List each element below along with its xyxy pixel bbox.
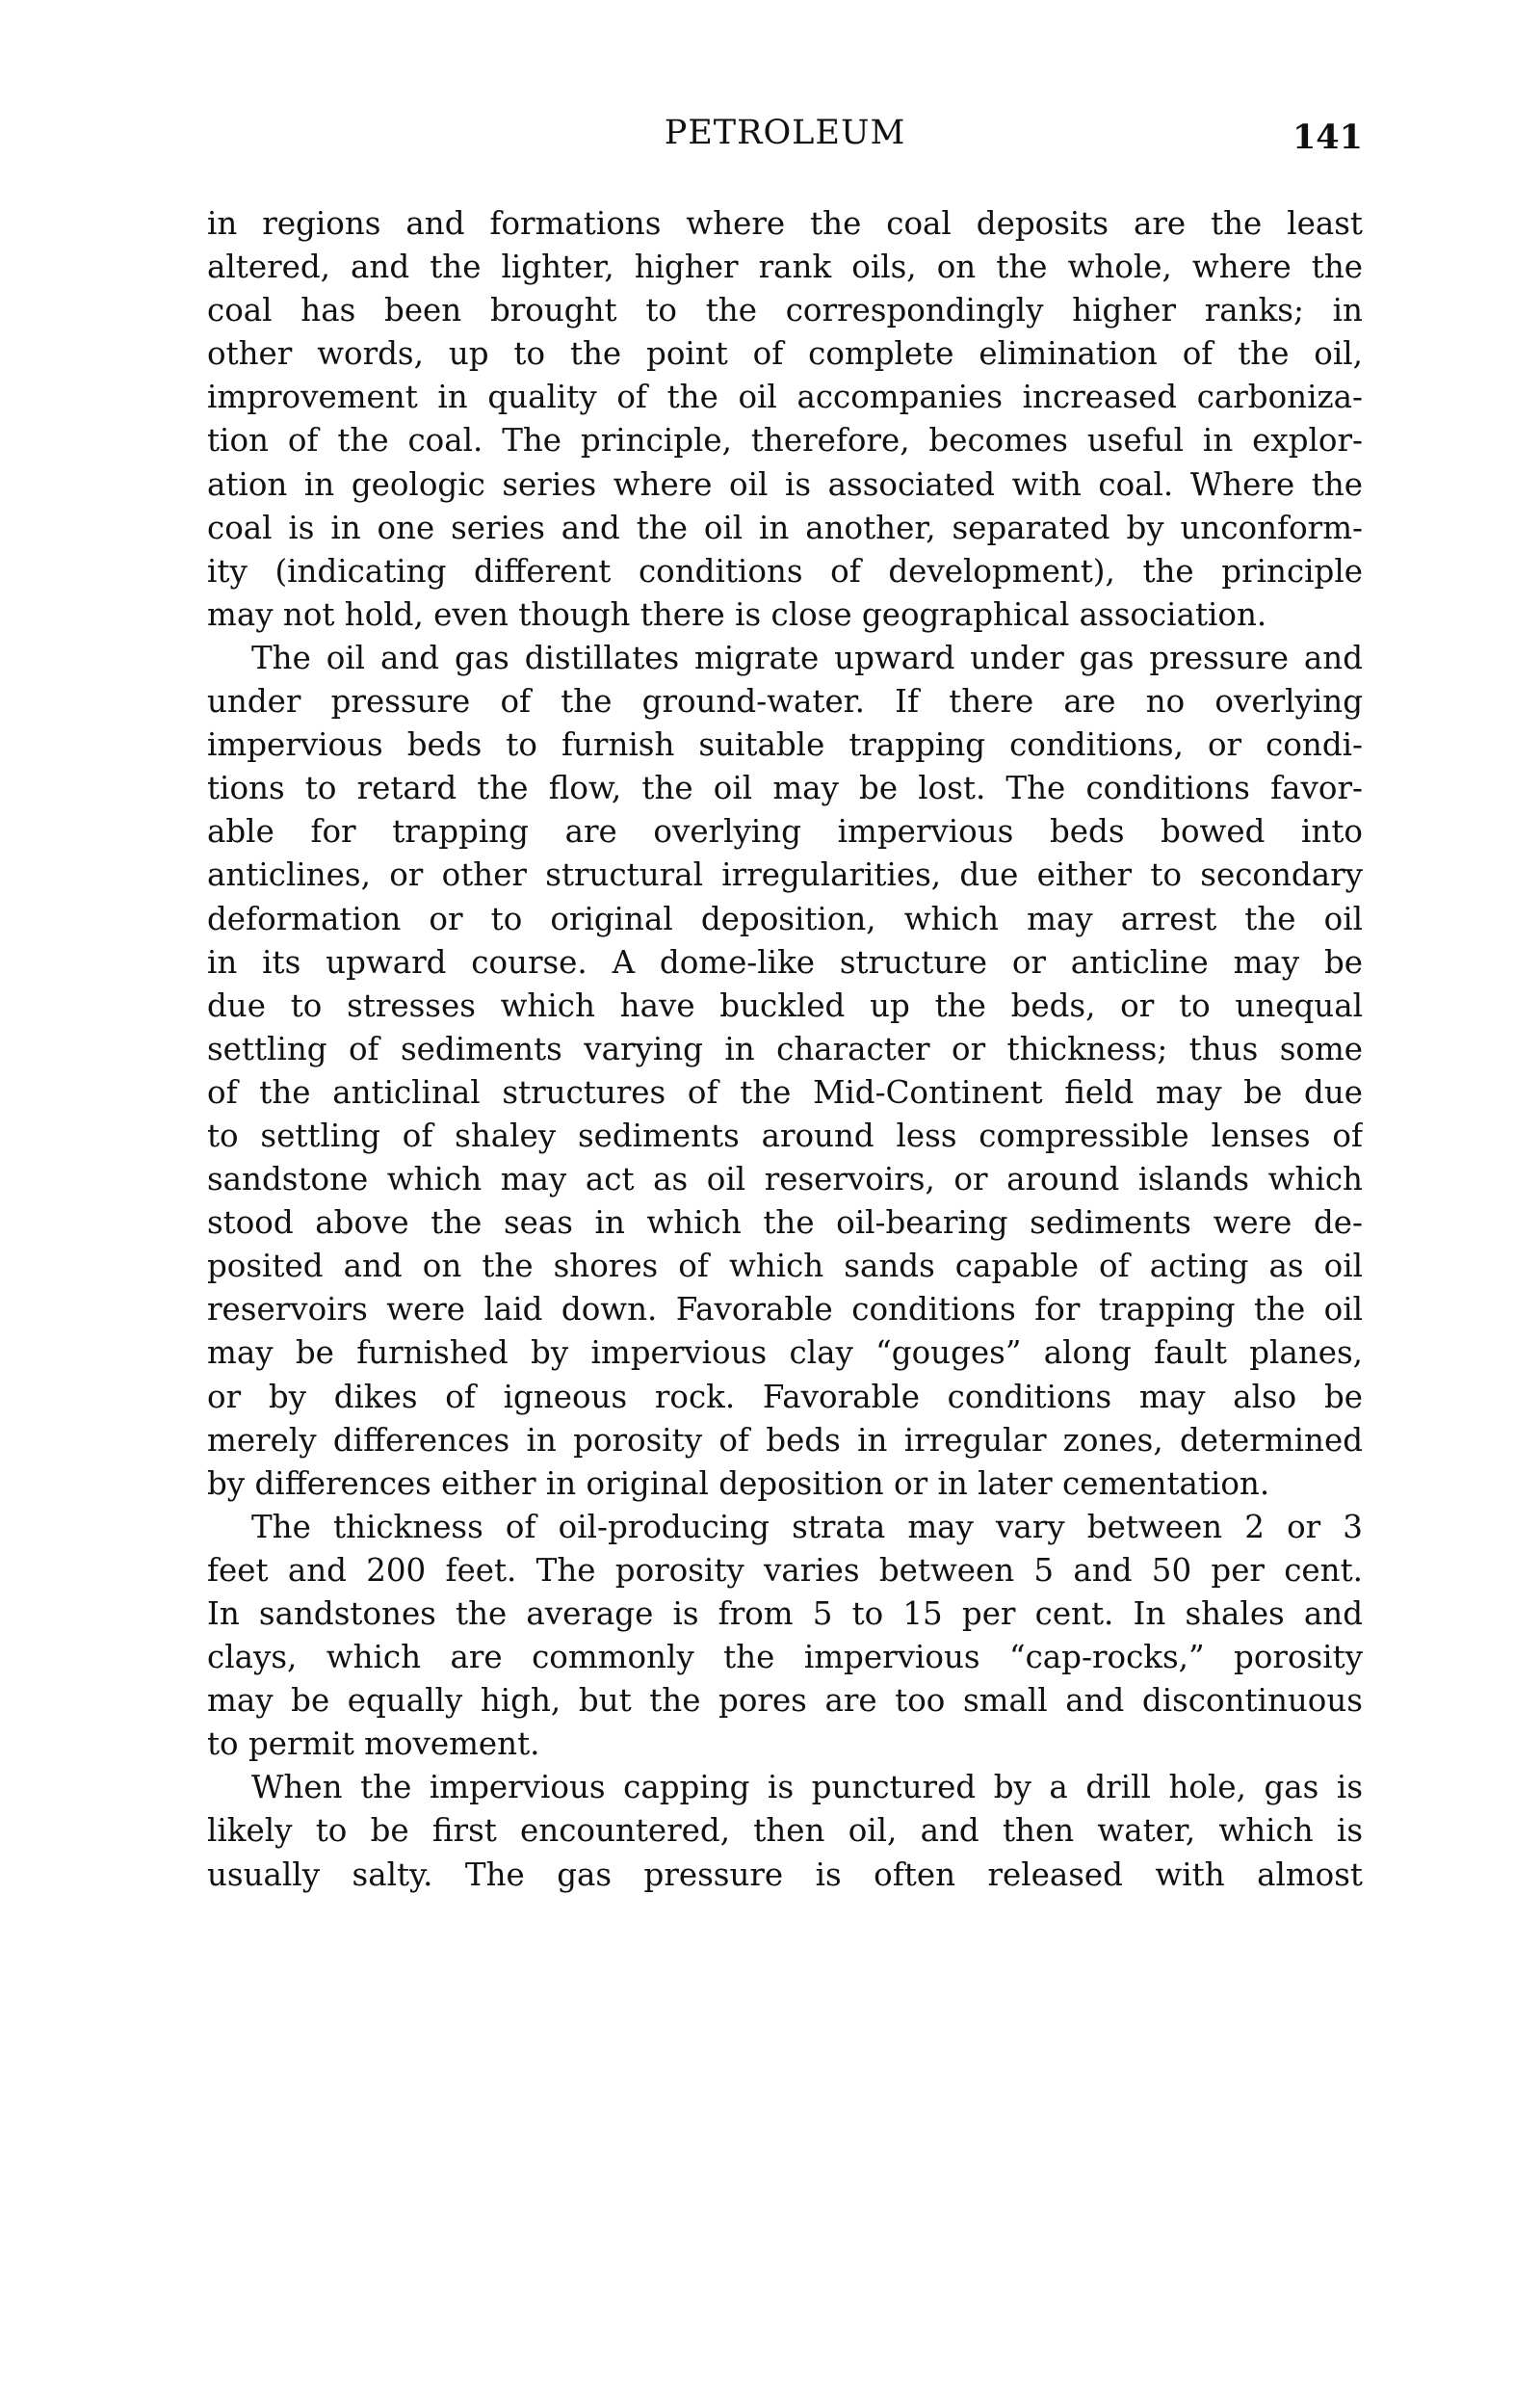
text-line: tions to retard the flow, the oil may be lost. The conditions favor- — [207, 770, 1363, 807]
text-line: posited and on the shores of which sands capable of acting as oil — [207, 1248, 1363, 1285]
text-line: The thickness of oil-producing strata may vary between 2 or 3 — [251, 1508, 1363, 1545]
text-line: due to stresses which have buckled up the beds, or to unequal — [207, 987, 1363, 1024]
text-line: clays, which are commonly the impervious “cap-rocks,” porosity — [207, 1639, 1363, 1676]
text-line: to settling of shaley sediments around less compressible lenses of — [207, 1117, 1363, 1154]
text-line: tion of the coal. The principle, therefore, becomes useful in explor- — [207, 422, 1363, 460]
text-line: coal has been brought to the correspondingly higher ranks; in — [207, 292, 1363, 329]
text-line: in regions and formations where the coal deposits are the least — [207, 205, 1363, 242]
text-line: ation in geologic series where oil is associated with coal. Where the — [207, 465, 1363, 503]
paragraph — [207, 1766, 1363, 1896]
text-line: anticlines, or other structural irregularities, due either to secondary — [207, 856, 1363, 894]
text-line: In sandstones the average is from 5 to 15 per cent. In shales and — [207, 1595, 1363, 1632]
paragraph — [207, 637, 1363, 1506]
text-line: impervious beds to furnish suitable trapping conditions, or condi- — [207, 726, 1363, 764]
text-line: likely to be first encountered, then oil, and then water, which is — [207, 1812, 1363, 1850]
body-text — [207, 202, 1363, 1897]
text-line: ity (indicating different conditions of development), the principle — [207, 552, 1363, 590]
text-line: merely differences in porosity of beds in irregular zones, determined — [207, 1421, 1363, 1459]
text-line: usually salty. The gas pressure is often released with almost — [207, 1855, 1363, 1893]
running-head-title: PETROLEUM — [664, 114, 906, 152]
text-line: able for trapping are overlying impervious beds bowed into — [207, 813, 1363, 851]
text-line: When the impervious capping is punctured by a drill hole, gas is — [251, 1769, 1363, 1806]
text-line: may be furnished by impervious clay “gouges” along fault planes, — [207, 1334, 1363, 1372]
text-line: improvement in quality of the oil accompanies increased carboniza- — [207, 379, 1363, 416]
paragraph — [207, 1506, 1363, 1767]
text-line: or by dikes of igneous rock. Favorable conditions may also be — [207, 1378, 1363, 1415]
text-line: deformation or to original deposition, which may arrest the oil — [207, 900, 1363, 937]
text-line: altered, and the lighter, higher rank oils, on the whole, where the — [207, 249, 1363, 286]
text-line: of the anticlinal structures of the Mid-Continent field may be due — [207, 1073, 1363, 1111]
text-line: by differences either in original deposition or in later cementation. — [207, 1464, 1270, 1502]
text-line: settling of sediments varying in character or thickness; thus some — [207, 1030, 1363, 1067]
text-line: coal is in one series and the oil in another, separated by unconform- — [207, 509, 1363, 546]
text-line: may not hold, even though there is close geographical association. — [207, 595, 1267, 633]
text-line: stood above the seas in which the oil-bearing sediments were de- — [207, 1204, 1363, 1242]
text-line: sandstone which may act as oil reservoirs, or around islands which — [207, 1161, 1363, 1198]
text-line: reservoirs were laid down. Favorable conditions for trapping the oil — [207, 1291, 1363, 1329]
running-head — [207, 114, 1363, 160]
text-line: other words, up to the point of complete elimination of the oil, — [207, 335, 1363, 373]
text-line: may be equally high, but the pores are too small and discontinuous — [207, 1682, 1363, 1720]
text-line: under pressure of the ground-water. If there are no overlying — [207, 683, 1363, 721]
text-line: to permit movement. — [207, 1725, 540, 1763]
text-line: The oil and gas distillates migrate upward under gas pressure and — [251, 639, 1363, 676]
text-line: feet and 200 feet. The porosity varies between 5 and 50 per cent. — [207, 1551, 1363, 1589]
page-number: 141 — [1292, 118, 1363, 157]
paragraph — [207, 202, 1363, 637]
text-line: in its upward course. A dome-like structure or anticline may be — [207, 943, 1363, 981]
